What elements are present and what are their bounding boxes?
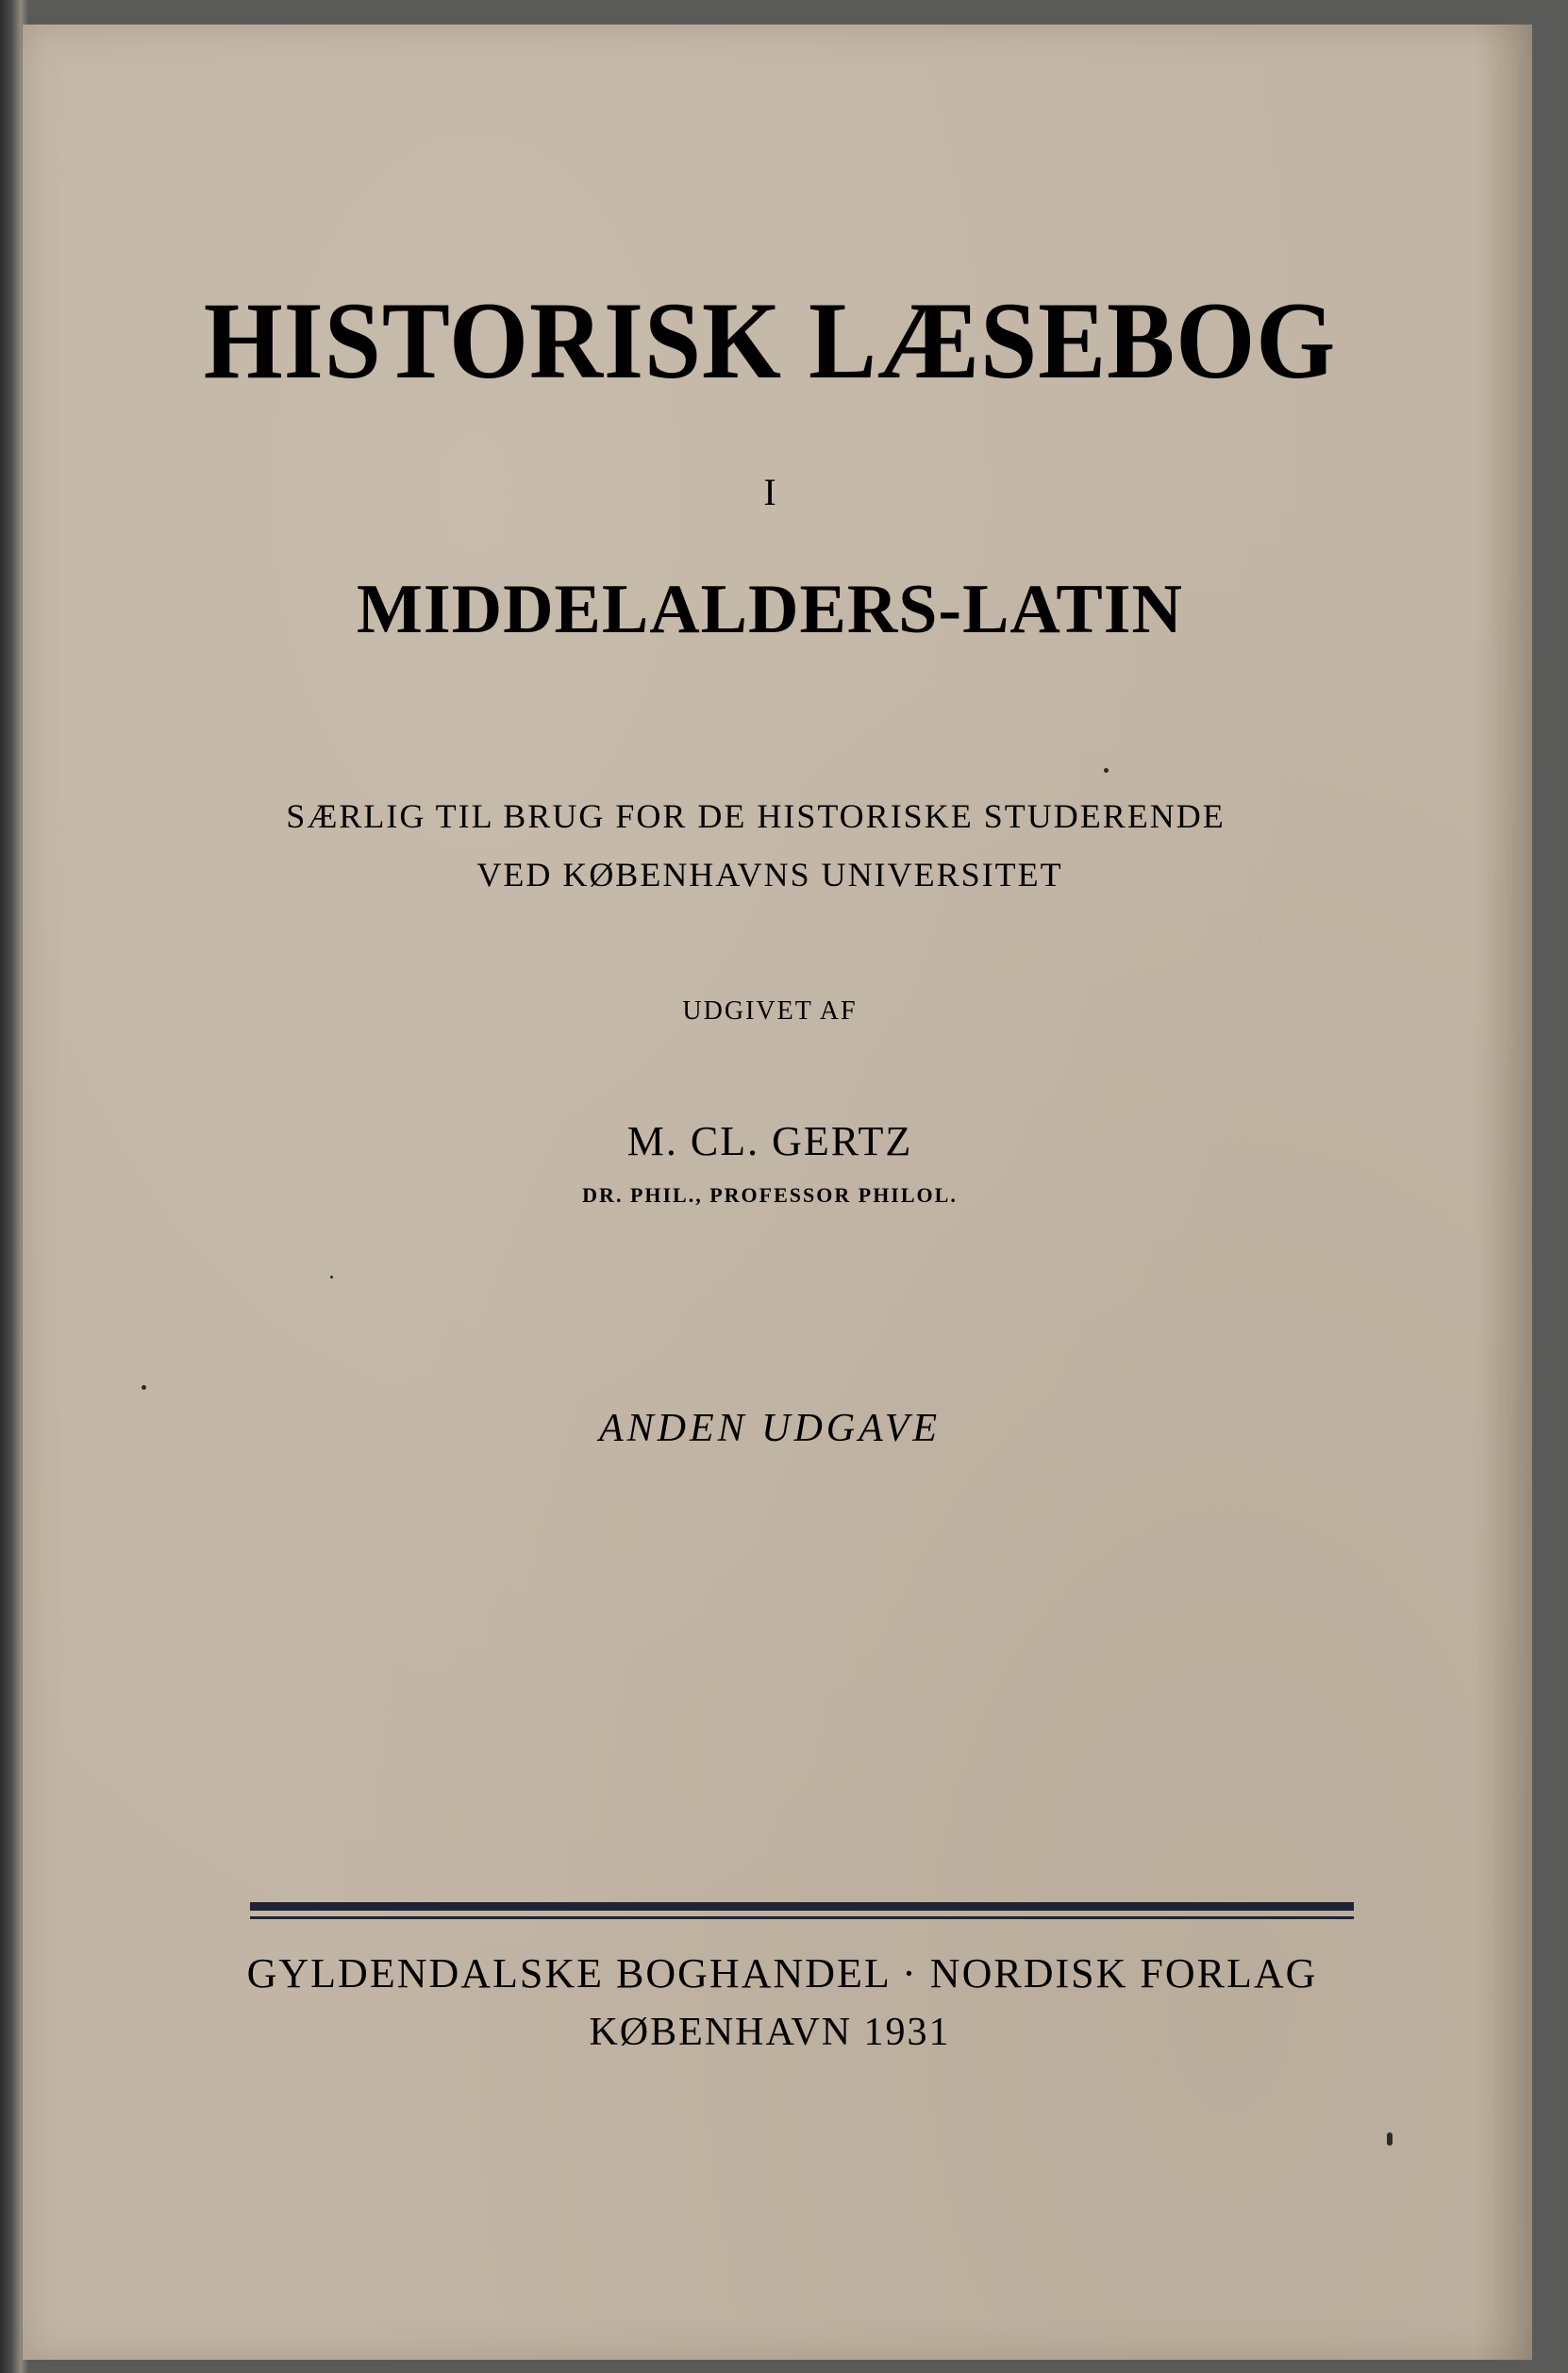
paper-speck [330,1276,333,1278]
paper-speck [1387,2132,1393,2146]
paper-speck [1104,768,1109,773]
title-connector: I [763,471,776,513]
edition-label: ANDEN UDGAVE [598,1407,942,1450]
editor-intro: UDGIVET AF [682,996,858,1026]
place-and-year: KØBENHAVN 1931 [589,2011,951,2054]
author-credentials: DR. PHIL., PROFESSOR PHILOL. [582,1183,958,1207]
divider-thin [250,1916,1354,1919]
author-name: M. CL. GERTZ [626,1118,913,1164]
divider-thick [250,1902,1354,1911]
paper-speck [142,1385,146,1390]
description-line-2: VED KØBENHAVNS UNIVERSITET [476,856,1063,894]
book-title: HISTORISK LÆSEBOG [203,280,1337,402]
description-line-1: SÆRLIG TIL BRUG FOR DE HISTORISKE STUDERENDE [286,797,1226,835]
publisher-name: GYLDENDALSKE BOGHANDEL · NORDISK FORLAG [246,1950,1318,1997]
book-subtitle: MIDDELALDERS-LATIN [357,571,1183,648]
